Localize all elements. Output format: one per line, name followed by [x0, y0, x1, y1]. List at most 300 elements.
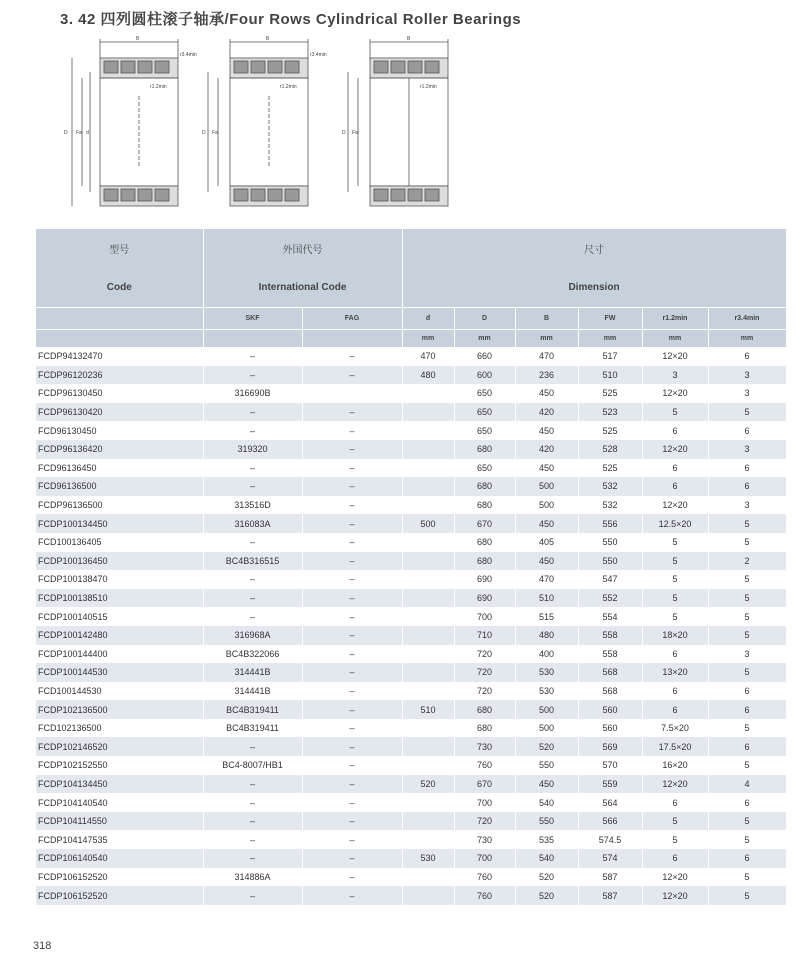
cell-fw: 528	[578, 440, 642, 459]
cell-fag: –	[302, 830, 402, 849]
unit-FW: mm	[578, 330, 642, 348]
cell-fw: 587	[578, 868, 642, 887]
cell-r12: 13×20	[642, 663, 708, 682]
cell-r34: 5	[708, 812, 786, 831]
label-D-1: D	[64, 130, 68, 136]
cell-r34: 3	[708, 366, 786, 385]
cell-d: 680	[454, 496, 515, 515]
cell-d: 680	[454, 700, 515, 719]
cell-d	[402, 589, 454, 608]
cell-b: 450	[515, 421, 578, 440]
cell-r12: 5	[642, 403, 708, 422]
label-D-3: D	[342, 130, 346, 136]
cell-fag: –	[302, 607, 402, 626]
cell-fw: 525	[578, 459, 642, 478]
cell-code: FCDP104140540	[36, 793, 203, 812]
cell-r34: 6	[708, 347, 786, 366]
cell-d: 720	[454, 682, 515, 701]
cell-fw: 517	[578, 347, 642, 366]
table-row	[36, 589, 786, 608]
cell-d	[402, 496, 454, 515]
cell-r34: 5	[708, 589, 786, 608]
cell-d: 690	[454, 589, 515, 608]
cell-r12: 12×20	[642, 347, 708, 366]
cell-code: FCDP100142480	[36, 626, 203, 645]
cell-fag: –	[302, 477, 402, 496]
cell-d: 680	[454, 533, 515, 552]
page-number: 318	[33, 940, 52, 952]
cell-b: 470	[515, 347, 578, 366]
table-row	[36, 533, 786, 552]
cell-d: 700	[454, 607, 515, 626]
cell-fag: –	[302, 403, 402, 422]
cell-code: FCDP100144530	[36, 663, 203, 682]
cell-fw: 558	[578, 626, 642, 645]
cell-code: FCDP100138470	[36, 570, 203, 589]
cell-code: FCD96130450	[36, 421, 203, 440]
cell-r12: 7.5×20	[642, 719, 708, 738]
cell-d: 530	[402, 849, 454, 868]
cell-d: 650	[454, 384, 515, 403]
cell-skf: –	[203, 830, 302, 849]
cell-skf: 316690B	[203, 384, 302, 403]
cell-code: FCD100144530	[36, 682, 203, 701]
cell-r34: 5	[708, 403, 786, 422]
label-b-2: B	[266, 36, 270, 42]
table-row	[36, 514, 786, 533]
cell-d: 660	[454, 347, 515, 366]
cell-b: 550	[515, 756, 578, 775]
cell-code: FCDP100138510	[36, 589, 203, 608]
cell-code: FCD96136450	[36, 459, 203, 478]
cell-fag: –	[302, 514, 402, 533]
header-row-sub	[36, 308, 786, 330]
cell-fw: 523	[578, 403, 642, 422]
cell-skf: –	[203, 589, 302, 608]
label-Fw-1: Fw	[76, 130, 83, 136]
cell-fw: 568	[578, 682, 642, 701]
cell-d	[402, 756, 454, 775]
cell-code: FCD100136405	[36, 533, 203, 552]
cell-r34: 5	[708, 514, 786, 533]
table-row	[36, 440, 786, 459]
cell-r12: 5	[642, 570, 708, 589]
cell-fag: –	[302, 421, 402, 440]
cell-b: 480	[515, 626, 578, 645]
table-row	[36, 626, 786, 645]
header-r12: r1.2min	[642, 308, 708, 330]
cell-r12: 6	[642, 682, 708, 701]
header-row-units	[36, 330, 786, 348]
cell-fag: –	[302, 459, 402, 478]
header-intl: International Code	[203, 267, 402, 308]
unit-D: mm	[454, 330, 515, 348]
cell-skf: –	[203, 812, 302, 831]
cell-code: FCDP96130420	[36, 403, 203, 422]
cell-code: FCD102136500	[36, 719, 203, 738]
cell-fag: –	[302, 849, 402, 868]
cell-b: 420	[515, 403, 578, 422]
cell-code: FCDP104114550	[36, 812, 203, 831]
cell-d: 670	[454, 775, 515, 794]
table-row	[36, 700, 786, 719]
cell-code: FCDP102152550	[36, 756, 203, 775]
cell-r12: 16×20	[642, 756, 708, 775]
label-r34-1: r3.4min	[180, 52, 197, 58]
cell-code: FCDP94132470	[36, 347, 203, 366]
cell-d: 680	[454, 477, 515, 496]
cell-skf: –	[203, 421, 302, 440]
cell-code: FCDP100136450	[36, 552, 203, 571]
cell-code: FCDP96136420	[36, 440, 203, 459]
cell-fw: 525	[578, 421, 642, 440]
label-b-3: B	[407, 36, 411, 42]
header-D: D	[454, 308, 515, 330]
cell-skf: –	[203, 477, 302, 496]
cell-b: 405	[515, 533, 578, 552]
cell-d: 510	[402, 700, 454, 719]
cell-d: 470	[402, 347, 454, 366]
cell-skf: –	[203, 459, 302, 478]
cell-skf: –	[203, 607, 302, 626]
table-row	[36, 459, 786, 478]
header-dimension: Dimension	[402, 267, 786, 308]
cell-code: FCDP106140540	[36, 849, 203, 868]
cell-b: 500	[515, 477, 578, 496]
cell-fag: –	[302, 347, 402, 366]
cell-r34: 2	[708, 552, 786, 571]
table-row	[36, 384, 786, 403]
cell-fw: 550	[578, 533, 642, 552]
cell-b: 500	[515, 496, 578, 515]
cell-fw: 532	[578, 496, 642, 515]
cell-d	[402, 607, 454, 626]
cell-b: 450	[515, 384, 578, 403]
cell-fw: 569	[578, 737, 642, 756]
table-row	[36, 886, 786, 905]
cell-fw: 525	[578, 384, 642, 403]
cell-skf: BC4B319411	[203, 719, 302, 738]
cell-r34: 5	[708, 626, 786, 645]
cell-fw: 587	[578, 886, 642, 905]
cell-d	[402, 886, 454, 905]
cell-d	[402, 570, 454, 589]
cell-d	[402, 663, 454, 682]
cell-skf: BC4B316515	[203, 552, 302, 571]
cell-fw: 552	[578, 589, 642, 608]
cell-fw: 560	[578, 700, 642, 719]
cell-r12: 6	[642, 793, 708, 812]
cell-r12: 6	[642, 700, 708, 719]
cell-d: 720	[454, 812, 515, 831]
cell-r12: 6	[642, 645, 708, 664]
cell-fw: 570	[578, 756, 642, 775]
label-r34-2: r3.4min	[310, 52, 327, 58]
header-dim-cn: 尺寸	[402, 229, 786, 267]
cell-d: 700	[454, 793, 515, 812]
cell-d: 650	[454, 459, 515, 478]
cell-skf: –	[203, 849, 302, 868]
cell-fw: 559	[578, 775, 642, 794]
table-row	[36, 793, 786, 812]
cell-code: FCD96136500	[36, 477, 203, 496]
cell-b: 470	[515, 570, 578, 589]
cell-fag: –	[302, 533, 402, 552]
cell-fw: 547	[578, 570, 642, 589]
cell-r12: 5	[642, 607, 708, 626]
cell-fag: –	[302, 719, 402, 738]
cell-b: 450	[515, 775, 578, 794]
cell-fag: –	[302, 440, 402, 459]
header-code: Code	[36, 267, 203, 308]
cell-skf: BC4B319411	[203, 700, 302, 719]
label-r12-2: r1.2min	[280, 84, 297, 90]
table-row	[36, 756, 786, 775]
cell-r12: 12×20	[642, 440, 708, 459]
cell-d: 760	[454, 886, 515, 905]
cell-fag: –	[302, 812, 402, 831]
header-fag: FAG	[302, 308, 402, 330]
cell-r34: 6	[708, 682, 786, 701]
cell-b: 510	[515, 589, 578, 608]
cell-code: FCDP104134450	[36, 775, 203, 794]
cell-code: FCDP96136500	[36, 496, 203, 515]
bearing-table	[36, 229, 787, 905]
cell-b: 540	[515, 849, 578, 868]
cell-b: 520	[515, 868, 578, 887]
cell-fag: –	[302, 737, 402, 756]
cell-fw: 560	[578, 719, 642, 738]
cell-r34: 5	[708, 756, 786, 775]
cell-d	[402, 384, 454, 403]
cell-skf: –	[203, 533, 302, 552]
header-row-en	[36, 267, 786, 308]
table-row	[36, 403, 786, 422]
cell-fw: 568	[578, 663, 642, 682]
cell-d: 480	[402, 366, 454, 385]
cell-d	[402, 533, 454, 552]
cell-fw: 532	[578, 477, 642, 496]
cell-skf: –	[203, 886, 302, 905]
cell-r12: 12×20	[642, 496, 708, 515]
cell-r34: 5	[708, 570, 786, 589]
cell-r12: 3	[642, 366, 708, 385]
cell-fw: 574	[578, 849, 642, 868]
cell-r12: 12.5×20	[642, 514, 708, 533]
cell-r12: 17.5×20	[642, 737, 708, 756]
cell-skf: 316083A	[203, 514, 302, 533]
table-row	[36, 849, 786, 868]
table-row	[36, 682, 786, 701]
cell-d: 730	[454, 830, 515, 849]
bearing-diagrams	[52, 36, 472, 216]
cell-r34: 6	[708, 793, 786, 812]
cell-code: FCDP106152520	[36, 886, 203, 905]
cell-r34: 6	[708, 421, 786, 440]
table-row	[36, 645, 786, 664]
cell-fag: –	[302, 496, 402, 515]
cell-fag	[302, 384, 402, 403]
cell-r12: 12×20	[642, 384, 708, 403]
cell-r12: 12×20	[642, 868, 708, 887]
cell-fag: –	[302, 570, 402, 589]
cell-d: 680	[454, 719, 515, 738]
cell-d: 730	[454, 737, 515, 756]
page-title: 3. 42 四列圆柱滚子轴承/Four Rows Cylindrical Roller Bearings	[60, 11, 522, 28]
cell-fag: –	[302, 626, 402, 645]
cell-r12: 5	[642, 830, 708, 849]
cell-r34: 5	[708, 607, 786, 626]
cell-skf: 314886A	[203, 868, 302, 887]
cell-r34: 6	[708, 477, 786, 496]
cell-r34: 6	[708, 737, 786, 756]
cell-d: 650	[454, 421, 515, 440]
cell-r12: 12×20	[642, 886, 708, 905]
table-row	[36, 496, 786, 515]
cell-d	[402, 737, 454, 756]
header-FW: FW	[578, 308, 642, 330]
cell-d	[402, 552, 454, 571]
cell-skf: –	[203, 737, 302, 756]
cell-code: FCDP106152520	[36, 868, 203, 887]
cell-fw: 564	[578, 793, 642, 812]
cell-r34: 6	[708, 849, 786, 868]
cell-r34: 5	[708, 868, 786, 887]
cell-d: 650	[454, 403, 515, 422]
header-sub-blank	[36, 308, 203, 330]
cell-fag: –	[302, 868, 402, 887]
cell-fag: –	[302, 756, 402, 775]
cell-skf: 314441B	[203, 663, 302, 682]
table-row	[36, 570, 786, 589]
cell-d: 680	[454, 440, 515, 459]
cell-d: 700	[454, 849, 515, 868]
table-row	[36, 421, 786, 440]
cell-code: FCDP100144400	[36, 645, 203, 664]
cell-b: 530	[515, 682, 578, 701]
header-r34: r3.4min	[708, 308, 786, 330]
cell-skf: –	[203, 403, 302, 422]
cell-d: 760	[454, 756, 515, 775]
cell-b: 450	[515, 514, 578, 533]
cell-fag: –	[302, 645, 402, 664]
header-B: B	[515, 308, 578, 330]
cell-r12: 6	[642, 459, 708, 478]
table-row	[36, 737, 786, 756]
table-row	[36, 719, 786, 738]
cell-fw: 554	[578, 607, 642, 626]
table-row	[36, 552, 786, 571]
cell-b: 520	[515, 886, 578, 905]
cell-r34: 3	[708, 496, 786, 515]
unit-r12: mm	[642, 330, 708, 348]
cell-fw: 556	[578, 514, 642, 533]
cell-b: 550	[515, 812, 578, 831]
header-d: d	[402, 308, 454, 330]
cell-b: 400	[515, 645, 578, 664]
table-row	[36, 607, 786, 626]
cell-fag: –	[302, 700, 402, 719]
cell-r34: 5	[708, 886, 786, 905]
cell-skf: –	[203, 366, 302, 385]
cell-b: 535	[515, 830, 578, 849]
cell-r12: 5	[642, 589, 708, 608]
cell-d	[402, 477, 454, 496]
cell-code: FCDP100134450	[36, 514, 203, 533]
unit-B: mm	[515, 330, 578, 348]
cell-skf: 319320	[203, 440, 302, 459]
cell-fw: 558	[578, 645, 642, 664]
cell-b: 500	[515, 700, 578, 719]
label-Fw-3: Fw	[352, 130, 359, 136]
unit-r34: mm	[708, 330, 786, 348]
cell-r34: 4	[708, 775, 786, 794]
cell-d	[402, 868, 454, 887]
cell-d	[402, 626, 454, 645]
cell-r34: 5	[708, 719, 786, 738]
label-b-1: B	[136, 36, 140, 42]
cell-d	[402, 421, 454, 440]
cell-skf: –	[203, 775, 302, 794]
cell-fag: –	[302, 793, 402, 812]
cell-fag: –	[302, 366, 402, 385]
bearing-diagram-3	[348, 39, 448, 206]
label-Fw-2: Fw	[212, 130, 219, 136]
cell-skf: –	[203, 347, 302, 366]
cell-r34: 5	[708, 830, 786, 849]
cell-r12: 5	[642, 533, 708, 552]
table-row	[36, 366, 786, 385]
table-row	[36, 663, 786, 682]
cell-r34: 3	[708, 440, 786, 459]
cell-code: FCDP102136500	[36, 700, 203, 719]
label-r12-3: r1.2min	[420, 84, 437, 90]
cell-r12: 6	[642, 421, 708, 440]
table-row	[36, 347, 786, 366]
unit-blank-1	[36, 330, 203, 348]
header-skf: SKF	[203, 308, 302, 330]
cell-code: FCDP100140515	[36, 607, 203, 626]
cell-code: FCDP104147535	[36, 830, 203, 849]
unit-blank-2	[203, 330, 302, 348]
cell-d: 500	[402, 514, 454, 533]
cell-r12: 18×20	[642, 626, 708, 645]
cell-d: 600	[454, 366, 515, 385]
cell-d: 720	[454, 663, 515, 682]
cell-d	[402, 812, 454, 831]
cell-b: 520	[515, 737, 578, 756]
cell-b: 450	[515, 459, 578, 478]
cell-d	[402, 793, 454, 812]
cell-d	[402, 403, 454, 422]
cell-d	[402, 682, 454, 701]
cell-d: 720	[454, 645, 515, 664]
cell-skf: 313516D	[203, 496, 302, 515]
cell-d: 670	[454, 514, 515, 533]
cell-skf: –	[203, 570, 302, 589]
cell-fw: 566	[578, 812, 642, 831]
cell-skf: 316968A	[203, 626, 302, 645]
header-model-cn: 型号	[36, 229, 203, 267]
cell-b: 420	[515, 440, 578, 459]
cell-b: 530	[515, 663, 578, 682]
cell-r34: 3	[708, 645, 786, 664]
cell-b: 450	[515, 552, 578, 571]
bearing-diagram-2	[208, 39, 308, 206]
cell-r12: 5	[642, 812, 708, 831]
cell-skf: –	[203, 793, 302, 812]
cell-b: 236	[515, 366, 578, 385]
